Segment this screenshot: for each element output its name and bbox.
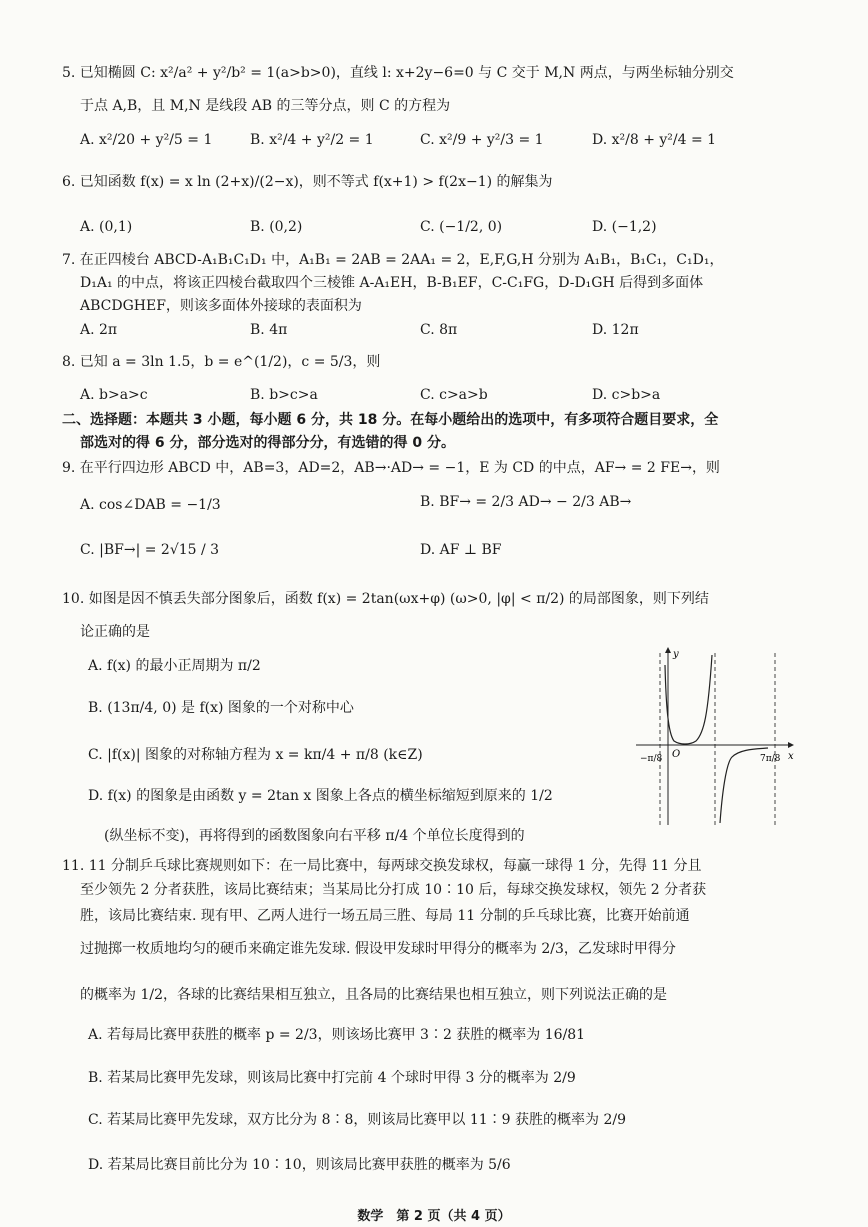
curve-branch-1 (665, 655, 712, 744)
q10-option-a: A. f(x) 的最小正周期为 π/2 (88, 658, 261, 674)
y-axis-label: y (673, 649, 679, 660)
page-footer: 数学 第 2 页（共 4 页） (357, 1209, 511, 1224)
q7-line-2: D₁A₁ 的中点，将该正四棱台截取四个三棱锥 A-A₁EH，B-B₁EF，C-C₁FG，D-D₁GH 后得到多面体 (80, 275, 704, 291)
q7-line-1: 7. 在正四棱台 ABCD-A₁B₁C₁D₁ 中，A₁B₁ = 2AB = 2AA₁ = 2，E,F,G,H 分别为 A₁B₁，B₁C₁，C₁D₁， (62, 252, 724, 268)
q7-option-d: D. 12π (592, 322, 639, 338)
q11-option-b: B. 若某局比赛甲先发球，则该局比赛中打完前 4 个球时甲得 3 分的概率为 2/9 (88, 1070, 576, 1086)
q7-option-a: A. 2π (80, 322, 118, 338)
q11-line-3: 胜，该局比赛结束. 现有甲、乙两人进行一场五局三胜、每局 11 分制的乒乓球比赛，比赛开始前通 (80, 908, 690, 924)
q10-option-c: C. |f(x)| 图象的对称轴方程为 x = kπ/4 + π/8 (k∈Z) (88, 747, 423, 763)
q11-line-4: 过抛掷一枚质地均匀的硬币来确定谁先发球. 假设甲发球时甲得分的概率为 2/3，乙发球时甲得分 (80, 941, 676, 957)
q6-line-1: 6. 已知函数 f(x) = x ln (2+x)/(2−x)，则不等式 f(x+1) > f(2x−1) 的解集为 (62, 174, 553, 190)
q5-option-a: A. x²/20 + y²/5 = 1 (80, 132, 213, 148)
q10-line-1: 10. 如图是因不慎丢失部分图象后，函数 f(x) = 2tan(ωx+φ) (ω>0, |φ| < π/2) 的局部图象，则下列结 (62, 591, 709, 607)
q5-option-b: B. x²/4 + y²/2 = 1 (250, 132, 374, 148)
section-2-heading-line-2: 部选对的得 6 分，部分选对的得部分分，有选错的得 0 分。 (80, 435, 455, 451)
q6-option-b: B. (0,2) (250, 219, 303, 235)
left-tick-label: −π/8 (640, 754, 663, 764)
y-axis-arrow (665, 647, 671, 653)
q5-line-2: 于点 A,B，且 M,N 是线段 AB 的三等分点，则 C 的方程为 (80, 98, 451, 114)
q9-option-b: B. BF→ = 2/3 AD→ − 2/3 AB→ (420, 494, 632, 510)
q5-option-c: C. x²/9 + y²/3 = 1 (420, 132, 544, 148)
q8-option-a: A. b>a>c (80, 387, 148, 403)
q9-line-1: 9. 在平行四边形 ABCD 中，AB=3，AD=2，AB→·AD→ = −1，E 为 CD 的中点，AF→ = 2 FE→，则 (62, 460, 720, 476)
q9-option-a: A. cos∠DAB = −1/3 (80, 497, 221, 513)
q7-option-b: B. 4π (250, 322, 288, 338)
right-tick-label: 7π/8 (760, 754, 781, 764)
q10-option-b: B. (13π/4, 0) 是 f(x) 图象的一个对称中心 (88, 700, 354, 716)
q10-option-d-line-1: D. f(x) 的图象是由函数 y = 2tan x 图象上各点的横坐标缩短到原来的 1/2 (88, 788, 553, 804)
q11-line-1: 11. 11 分制乒乓球比赛规则如下：在一局比赛中，每两球交换发球权，每赢一球得 1 分，先得 11 分且 (62, 858, 702, 874)
q8-option-d: D. c>b>a (592, 387, 661, 403)
q9-option-c: C. |BF→| = 2√15 / 3 (80, 542, 220, 558)
q8-option-b: B. b>c>a (250, 387, 318, 403)
q7-line-3: ABCDGHEF，则该多面体外接球的表面积为 (80, 298, 362, 314)
q5-line-1: 5. 已知椭圆 C: x²/a² + y²/b² = 1(a>b>0)，直线 l: x+2y−6=0 与 C 交于 M,N 两点，与两坐标轴分别交 (62, 65, 734, 81)
q6-option-c: C. (−1/2, 0) (420, 219, 503, 235)
q6-option-a: A. (0,1) (80, 219, 133, 235)
q11-line-2: 至少领先 2 分者获胜，该局比赛结束；当某局比分打成 10∶10 后，每球交换发球权，领先 2 分者获 (80, 882, 707, 898)
q10-line-2: 论正确的是 (80, 624, 150, 640)
q5-option-d: D. x²/8 + y²/4 = 1 (592, 132, 717, 148)
q11-option-c: C. 若某局比赛甲先发球，双方比分为 8∶8，则该局比赛甲以 11∶9 获胜的概率为 2/9 (88, 1112, 626, 1128)
q10-option-d-line-2: (纵坐标不变)，再将得到的函数图象向右平移 π/4 个单位长度得到的 (104, 828, 525, 844)
q11-option-a: A. 若每局比赛甲获胜的概率 p = 2/3，则该场比赛甲 3∶2 获胜的概率为 16/81 (88, 1027, 586, 1043)
origin-label: O (672, 749, 681, 760)
tangent-graph (628, 645, 798, 830)
q6-option-d: D. (−1,2) (592, 219, 657, 235)
q9-option-d: D. AF ⊥ BF (420, 542, 502, 558)
q11-option-d: D. 若某局比赛目前比分为 10∶10，则该局比赛甲获胜的概率为 5/6 (88, 1157, 511, 1173)
q11-line-5: 的概率为 1/2，各球的比赛结果相互独立，且各局的比赛结果也相互独立，则下列说法正确的是 (80, 987, 667, 1003)
q7-option-c: C. 8π (420, 322, 458, 338)
section-2-heading-line-1: 二、选择题：本题共 3 小题，每小题 6 分，共 18 分。在每小题给出的选项中，有多项符合题目要求，全 (62, 412, 719, 428)
x-axis-label: x (788, 751, 794, 762)
x-axis-arrow (788, 742, 794, 748)
q8-option-c: C. c>a>b (420, 387, 488, 403)
q8-line-1: 8. 已知 a = 3ln 1.5，b = e^(1/2)，c = 5/3，则 (62, 354, 381, 370)
